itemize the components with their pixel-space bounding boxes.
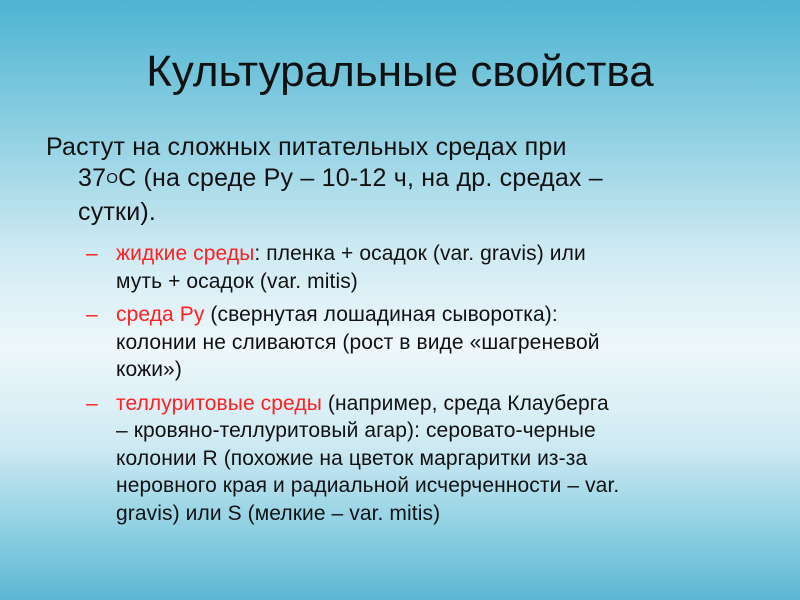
sub-bullet-text: колонии R (похожие на цветок маргаритки из-за [116, 446, 588, 470]
slide-title: Культуральные свойства [146, 47, 654, 96]
sub-bullet-text: муть + осадок (var. mitis) [116, 269, 358, 293]
main-bullet-line-2 [46, 163, 746, 197]
main-bullet-line-3: сутки). [78, 198, 157, 226]
sub-bullet-line [116, 390, 746, 418]
sub-bullet-text: – кровяно-теллуритовый агар): серовато-черные [116, 419, 596, 442]
sub-bullet-text: (например, среда Клауберга [321, 391, 609, 415]
sub-bullet-text: кожи») [116, 358, 182, 381]
highlighted-term: жидкие среды [116, 242, 255, 265]
sub-bullet-text: : пленка + осадок (var. gravis) или [254, 242, 586, 265]
sub-bullet-line [116, 472, 746, 500]
sub-bullet-line [116, 500, 746, 528]
main-bullet [46, 132, 746, 228]
sub-bullet-liquid-media [86, 240, 746, 295]
highlighted-term: теллуритовые среды [116, 391, 322, 415]
sub-bullet-line [116, 445, 746, 473]
sub-bullet-list [86, 240, 746, 533]
main-bullet-line-2-text: С (на среде Ру – 10-12 ч, на др. средах – [118, 164, 603, 192]
highlighted-term: среда Ру [116, 303, 205, 326]
sub-bullet-text: (свернутая лошадиная сыворотка): [204, 303, 558, 326]
sub-bullet-line [116, 240, 746, 268]
sub-bullet-roux-medium [86, 301, 746, 384]
sub-bullet-line [116, 417, 746, 445]
sub-bullet-text: gravis) или S (мелкие – var. mitis) [116, 501, 441, 525]
sub-bullet-line [116, 268, 746, 296]
sub-bullet-text: колонии не сливаются (рост в виде «шагреневой [116, 330, 600, 354]
main-bullet-line-1: Растут на сложных питательных средах при [46, 133, 567, 161]
degree-superscript: О [106, 170, 119, 187]
dash-bullet-icon: – [86, 242, 98, 265]
dash-bullet-icon: – [86, 303, 98, 326]
sub-bullet-line [116, 329, 746, 357]
sub-bullet-text: неровного края и радиальной исчерченности – var. [116, 474, 620, 497]
sub-bullet-tellurite-media [86, 390, 746, 528]
dash-bullet-icon: – [86, 391, 98, 415]
sub-bullet-line [116, 301, 746, 329]
sub-bullet-line [116, 356, 746, 384]
temperature-value: 37 [78, 164, 107, 192]
